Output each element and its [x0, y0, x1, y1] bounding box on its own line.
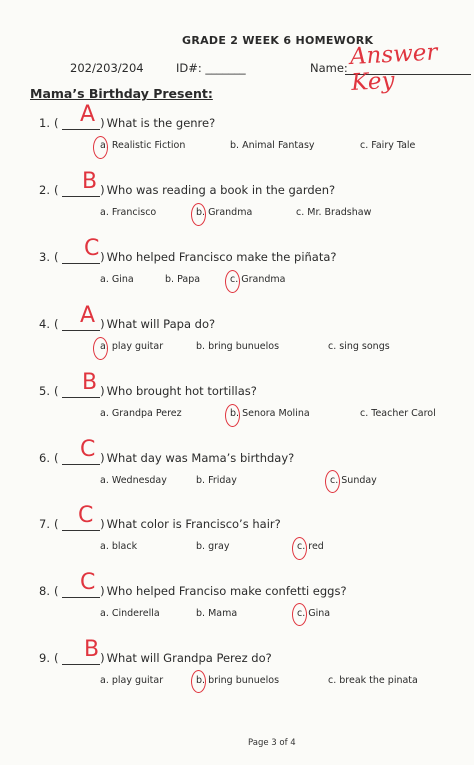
question-9: 9. ( ) What will Grandpa Perez do? — [28, 651, 272, 665]
option-b: b. Grandma — [196, 207, 253, 218]
worksheet-title: GRADE 2 WEEK 6 HOMEWORK — [182, 34, 374, 47]
handwritten-answer: B — [84, 637, 100, 662]
question-5: 5. ( ) Who brought hot tortillas? — [28, 384, 257, 398]
question-number: 4. — [39, 317, 50, 331]
answer-circle — [225, 404, 240, 427]
question-text: What day was Mama’s birthday? — [106, 451, 295, 465]
answer-blank — [62, 129, 100, 130]
question-text: What color is Francisco’s hair? — [106, 517, 281, 531]
question-number: 5. — [39, 384, 50, 398]
page-number: Page 3 of 4 — [248, 738, 296, 748]
answer-circle — [225, 270, 240, 293]
option-b: b. gray — [196, 541, 230, 552]
question-text: Who helped Francisco make the piñata? — [106, 250, 337, 264]
handwritten-answer: C — [80, 437, 96, 462]
option-c: c. Fairy Tale — [360, 140, 416, 151]
option-b: b. bring bunuelos — [196, 675, 280, 686]
question-text: What is the genre? — [106, 116, 216, 130]
option-c: c. Mr. Bradshaw — [296, 207, 372, 218]
answer-blank — [62, 196, 100, 197]
question-1: 1. ( ) What is the genre? — [28, 116, 215, 130]
handwritten-answer: C — [80, 570, 96, 595]
option-a: a. black — [100, 541, 138, 552]
class-codes: 202/203/204 — [70, 61, 144, 75]
handwritten-answer: A — [80, 303, 96, 328]
answer-blank — [62, 597, 100, 598]
option-a: a. Gina — [100, 274, 134, 285]
question-text: What will Papa do? — [106, 317, 216, 331]
answer-blank — [62, 464, 100, 465]
option-b: b. bring bunuelos — [196, 341, 280, 352]
option-a: a. play guitar — [100, 341, 164, 352]
answer-blank — [62, 263, 100, 264]
option-c: c. red — [297, 541, 324, 552]
section-title: Mama’s Birthday Present: — [30, 86, 213, 101]
answer-circle — [292, 603, 307, 626]
option-a: a. Cinderella — [100, 608, 160, 619]
question-number: 6. — [39, 451, 50, 465]
handwritten-answer: C — [78, 503, 94, 528]
answer-blank — [62, 664, 100, 665]
option-a: a. Francisco — [100, 207, 157, 218]
question-text: What will Grandpa Perez do? — [106, 651, 272, 665]
question-3: 3. ( ) Who helped Francisco make the piñata? — [28, 250, 337, 264]
option-c: c. sing songs — [328, 341, 390, 352]
question-7: 7. ( ) What color is Francisco’s hair? — [28, 517, 281, 531]
question-text: Who was reading a book in the garden? — [106, 183, 336, 197]
question-6: 6. ( ) What day was Mama’s birthday? — [28, 451, 294, 465]
answer-circle — [191, 670, 206, 693]
answer-circle — [191, 203, 206, 226]
option-a: a. Wednesday — [100, 475, 167, 486]
question-8: 8. ( ) Who helped Franciso make confetti eggs? — [28, 584, 347, 598]
question-number: 3. — [39, 250, 50, 264]
option-c: c. Sunday — [330, 475, 377, 486]
id-label: ID#: _______ — [176, 61, 246, 75]
option-b: b. Senora Molina — [230, 408, 310, 419]
question-4: 4. ( ) What will Papa do? — [28, 317, 215, 331]
answer-circle — [93, 337, 108, 360]
name-handwritten-answer-key: Answer Key — [349, 39, 439, 96]
option-c: c. Gina — [297, 608, 331, 619]
handwritten-answer: B — [82, 370, 98, 395]
option-b: b. Friday — [196, 475, 237, 486]
answer-blank — [62, 530, 100, 531]
option-a: a. Grandpa Perez — [100, 408, 182, 419]
option-b: b. Papa — [165, 274, 201, 285]
option-c: c. Teacher Carol — [360, 408, 436, 419]
answer-circle — [292, 537, 307, 560]
answer-blank — [62, 397, 100, 398]
answer-circle — [93, 136, 108, 159]
question-number: 7. — [39, 517, 50, 531]
question-2: 2. ( ) Who was reading a book in the garden? — [28, 183, 335, 197]
name-label: Name: — [310, 61, 348, 75]
question-number: 2. — [39, 183, 50, 197]
handwritten-answer: B — [82, 169, 98, 194]
question-number: 1. — [39, 116, 50, 130]
answer-blank — [62, 330, 100, 331]
question-text: Who helped Franciso make confetti eggs? — [106, 584, 347, 598]
question-number: 8. — [39, 584, 50, 598]
option-a: a. Realistic Fiction — [100, 140, 186, 151]
handwritten-answer: C — [84, 236, 100, 261]
option-c: c. Grandma — [230, 274, 286, 285]
option-b: b. Animal Fantasy — [230, 140, 315, 151]
question-number: 9. — [39, 651, 50, 665]
option-c: c. break the pinata — [328, 675, 418, 686]
handwritten-answer: A — [80, 102, 96, 127]
option-b: b. Mama — [196, 608, 238, 619]
option-a: a. play guitar — [100, 675, 164, 686]
question-text: Who brought hot tortillas? — [106, 384, 257, 398]
answer-circle — [325, 470, 340, 493]
